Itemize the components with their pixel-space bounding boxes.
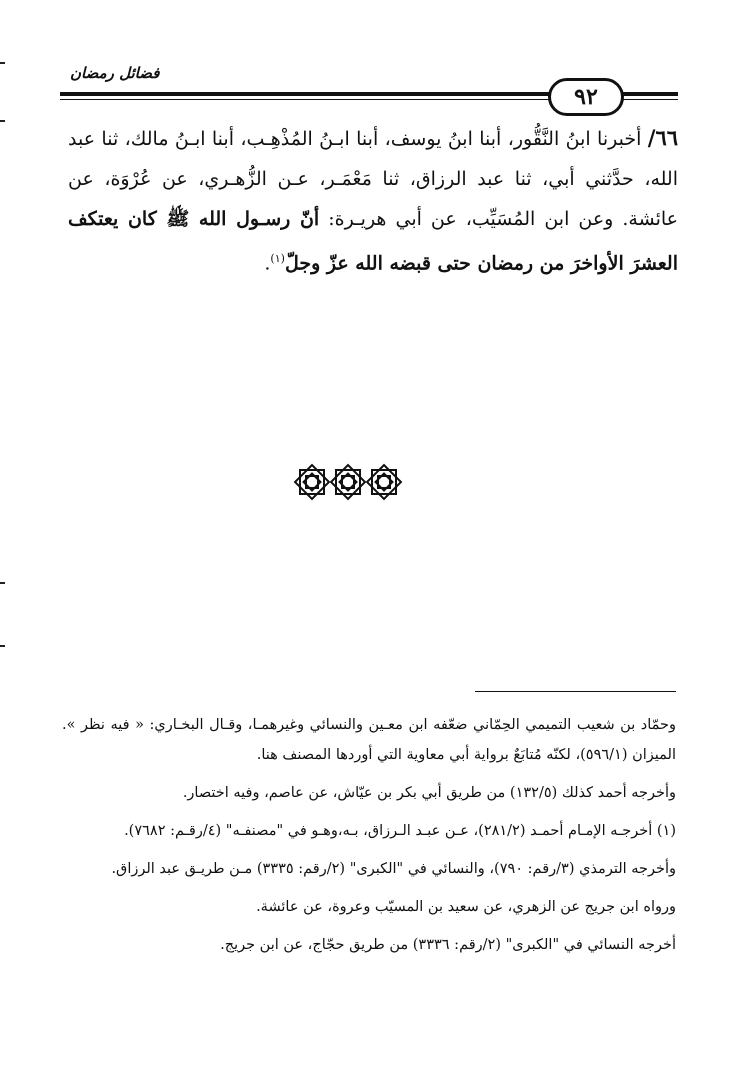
footnote-paragraph: وأخرجه أحمد كذلك (١٣٢/٥) من طريق أبي بكر بن عيّاش، عن عاصم، وفيه اختصار. <box>182 785 676 801</box>
footnotes <box>62 710 676 968</box>
matn-text: أنّ رسـول الله ﷺ كان يعتكف العشرَ الأواخرَ من رمضان حتى قبضه الله عزّ وجلّ <box>68 208 678 275</box>
footnote-paragraph: (١) أخرجـه الإمـام أحمـد (٢٨١/٢)، عـن عبـد الـرزاق، بـه،وهـو في "مصنفـه" (٤/رقـم: ٧٦٨٢). <box>124 823 676 839</box>
footnote-paragraph: وأخرجه الترمذي (٣/رقم: ٧٩٠)، والنسائي في "الكبرى" (٢/رقم: ٣٣٣٥) مـن طريـق عبد الرزاق. <box>111 861 676 877</box>
hadith-text <box>68 118 678 283</box>
page-number: ٩٢ <box>548 78 624 116</box>
ornament-stars-icon <box>293 462 403 502</box>
footnote-separator <box>475 691 676 692</box>
footnote-paragraph: وحمّاد بن شعيب التميمي الحِمّاني ضعّفه ابن معـين والنسائي وغيرهمـا، وقـال البخـاري: « فيه نظر ». الميزان (٥٩٦/١)، لكنّه مُتابَعٌ برواية أبي معاوية التي أوردها المصنف هنا. <box>62 717 676 763</box>
footnote-paragraph: ورواه ابن جريج عن الزهري، عن سعيد بن المسيّب وعروة، عن عائشة. <box>256 899 676 915</box>
margin-tick <box>0 120 5 122</box>
footnote-paragraph: أخرجه النسائي في "الكبرى" (٢/رقم: ٣٣٣٦) من طريق حجّاج، عن ابن جريج. <box>220 937 676 953</box>
footnote-ref: (١) <box>270 252 285 265</box>
margin-tick <box>0 645 5 647</box>
margin-tick <box>0 62 5 64</box>
margin-tick <box>0 582 5 584</box>
sentence-end: . <box>264 252 271 275</box>
isnad-text: أخبرنا ابنُ النَّقُّور، أبنا ابنُ يوسف، أبنا ابـنُ المُذْهِـب، أبنا ابـنُ مالك، ثنا عبد الله، حدَّثني أبي، ثنا عبد الرزاق، ثنا مَعْمَـر، عـن الزُّهـري، عن عُرْوَة، عن عائشة. وعن ابن المُسَيِّب، عن أبي هريـرة: <box>68 128 678 230</box>
hadith-number: ٦٦/ <box>647 125 678 150</box>
page-header <box>60 58 678 108</box>
book-title: فضائل رمضان <box>70 64 160 82</box>
